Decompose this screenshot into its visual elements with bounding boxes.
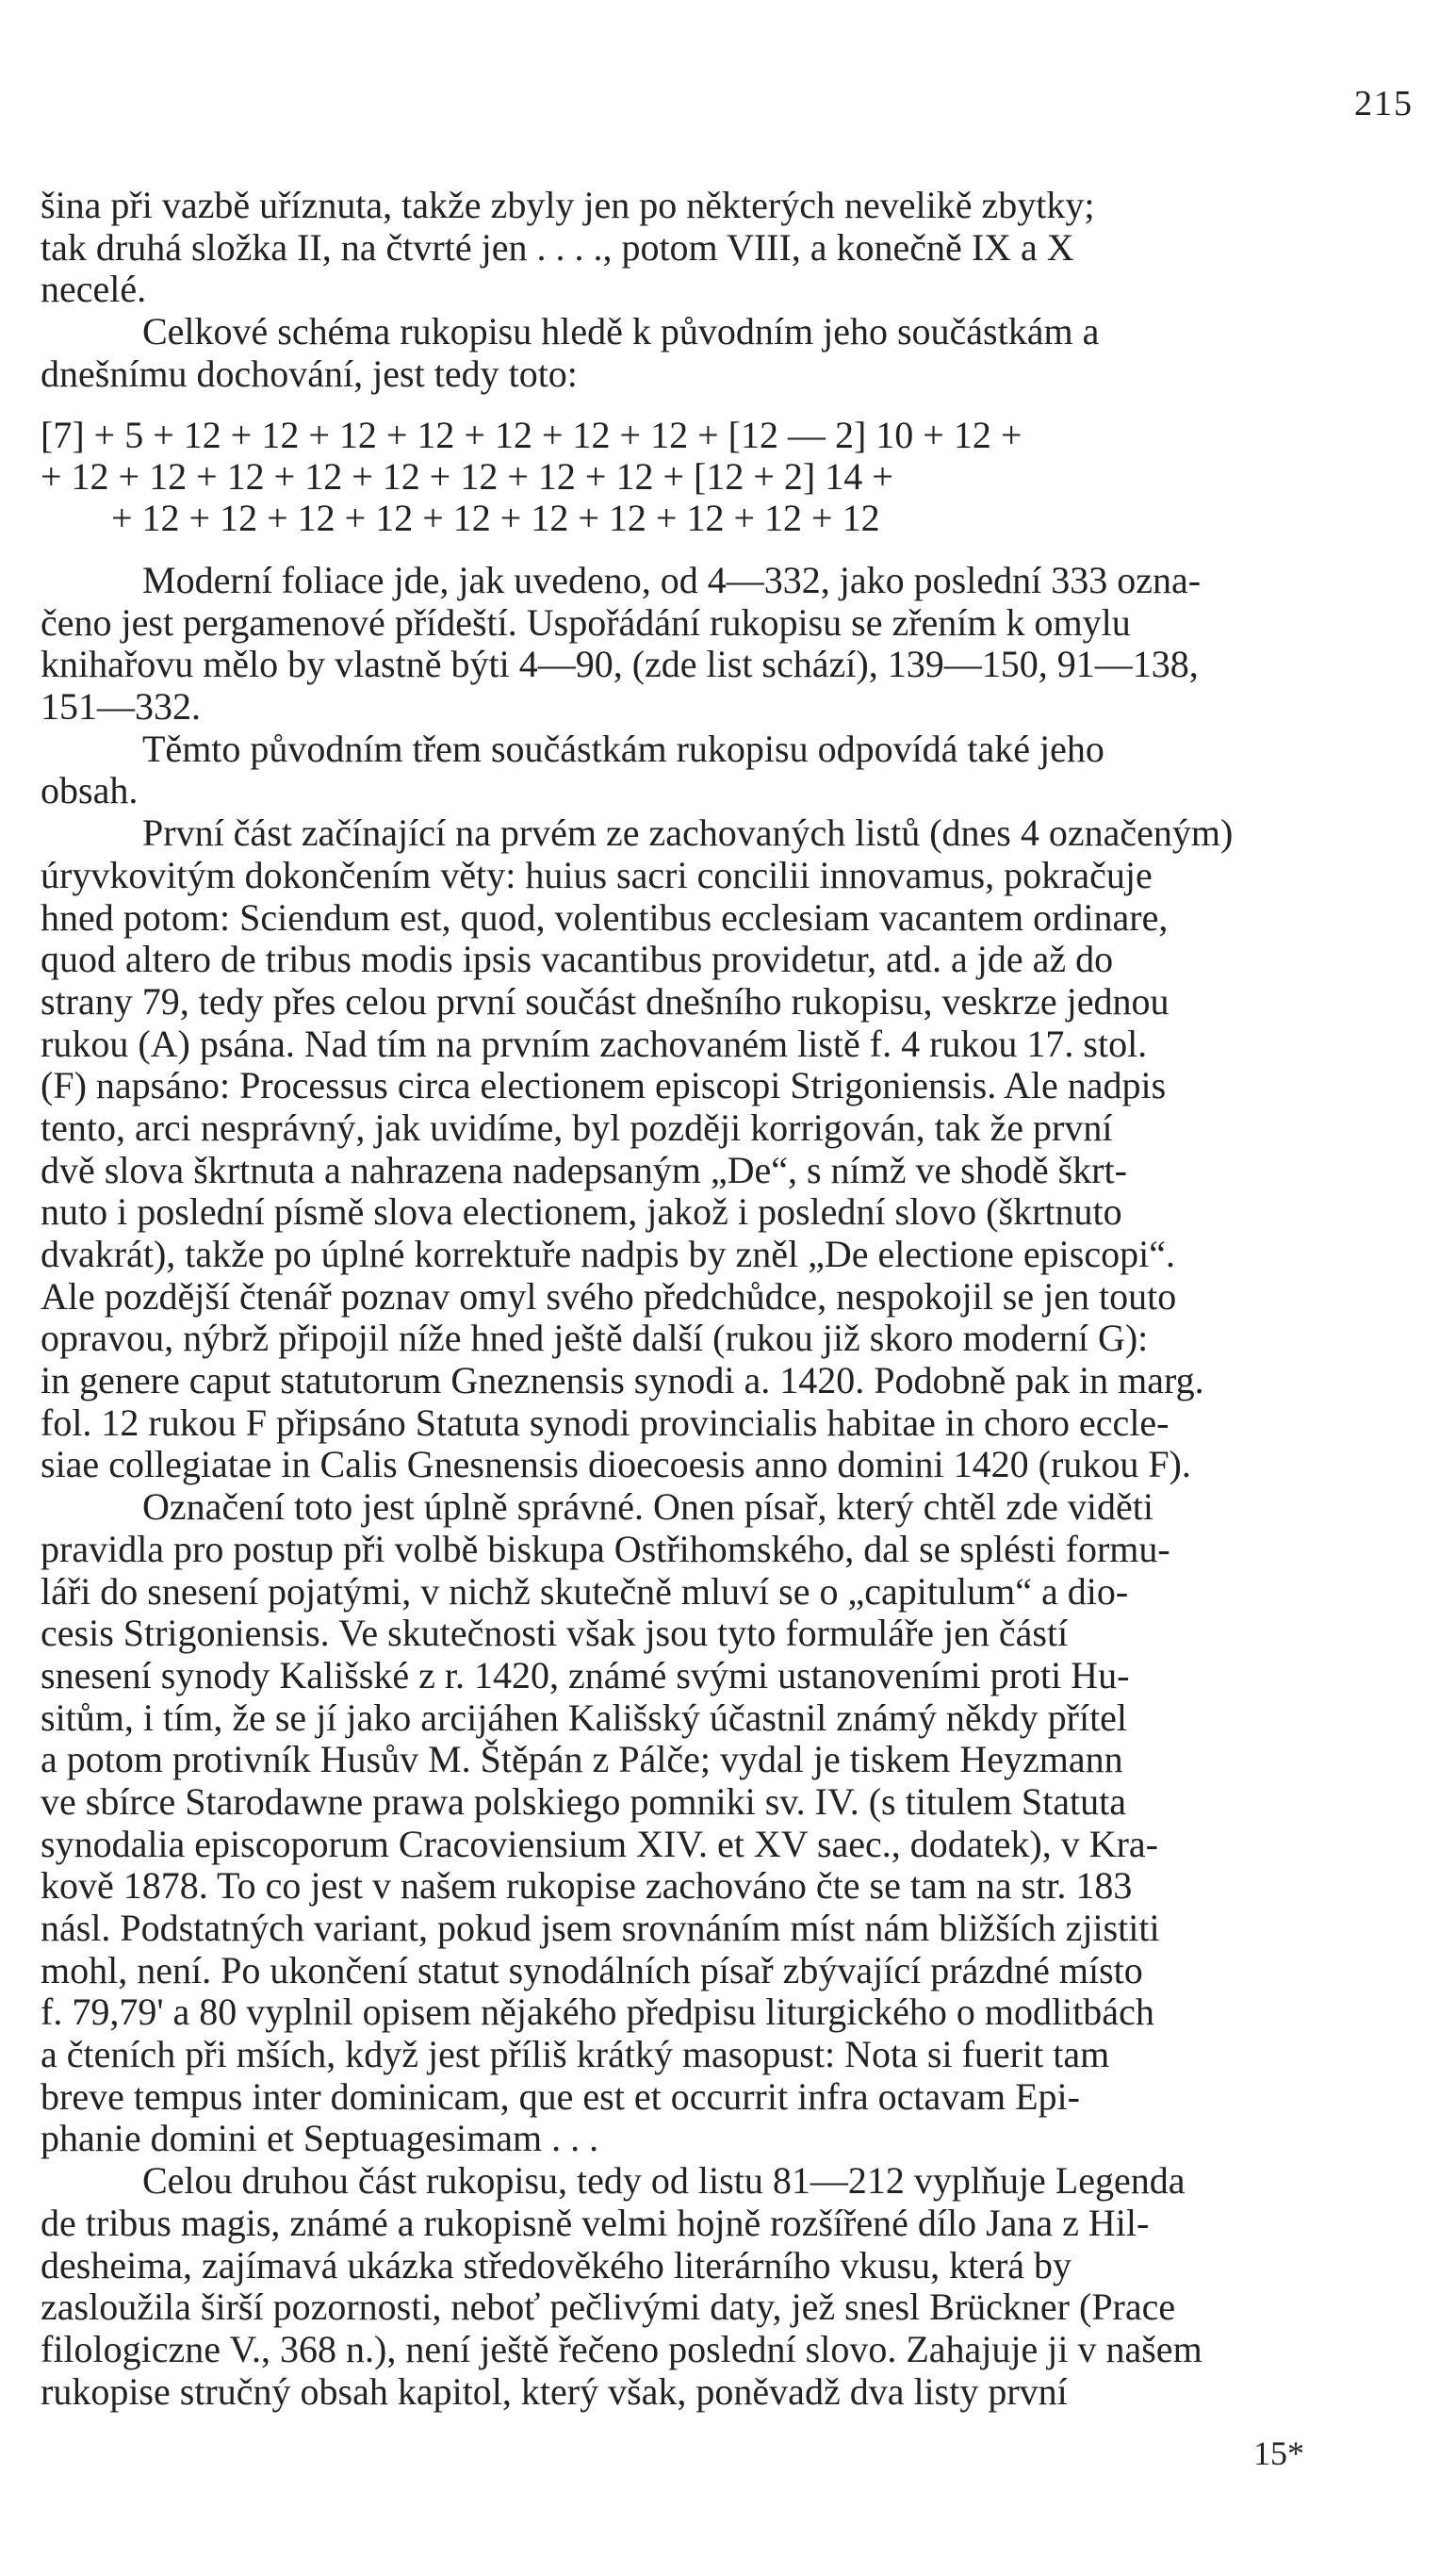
text-line: cesis Strigoniensis. Ve skutečnosti však jsou tyto formuláře jen částí bbox=[41, 1612, 1069, 1655]
text-line: necelé. bbox=[41, 268, 147, 311]
text-line: tak druhá složka II, na čtvrté jen . . . ., potom VIII, a konečně IX a X bbox=[41, 225, 1074, 269]
text-line: breve tempus inter dominicam, que est et occurrit infra octavam Epi- bbox=[41, 2074, 1080, 2118]
schema-line: + 12 + 12 + 12 + 12 + 12 + 12 + 12 + 12 + [12 + 2] 14 + bbox=[41, 455, 893, 498]
text-line: a čteních při mších, když jest příliš krátký masopust: Nota si fuerit tam bbox=[41, 2033, 1110, 2076]
text-line: hned potom: Sciendum est, quod, volentibus ecclesiam vacantem ordinare, bbox=[41, 895, 1169, 939]
text-line: in genere caput statutorum Gneznensis synodi a. 1420. Podobně pak in marg. bbox=[41, 1359, 1204, 1402]
text-line: sitům, i tím, že se jí jako arcijáhen Kališský účastnil známý někdy přítel bbox=[41, 1696, 1128, 1739]
text-line: f. 79,79' a 80 vyplnil opisem nějakého předpisu liturgického o modlitbách bbox=[41, 1991, 1154, 2034]
text-line: opravou, nýbrž připojil níže hned ještě další (rukou již skoro moderní G): bbox=[41, 1317, 1149, 1360]
text-line: phanie domini et Septuagesimam . . . bbox=[41, 2117, 599, 2160]
text-line: dnešnímu dochování, jest tedy toto: bbox=[41, 352, 578, 395]
text-line: fol. 12 rukou F připsáno Statuta synodi provincialis habitae in choro eccle- bbox=[41, 1401, 1170, 1444]
text-line: desheima, zajímavá ukázka středověkého literárního vkusu, která by bbox=[41, 2243, 1072, 2286]
text-line: synodalia episcoporum Cracoviensium XIV. et XV saec., dodatek), v Kra- bbox=[41, 1822, 1158, 1865]
text-line: de tribus magis, známé a rukopisně velmi hojně rozšířené dílo Jana z Hil- bbox=[41, 2201, 1150, 2244]
text-line: Označení toto jest úplně správné. Onen písař, který chtěl zde viděti bbox=[142, 1485, 1153, 1529]
text-line: mohl, není. Po ukončení statut synodálních písař zbývající prázdné místo bbox=[41, 1948, 1143, 1991]
text-line: snesení synody Kališské z r. 1420, známé svými ustanoveními proti Hu- bbox=[41, 1653, 1130, 1696]
text-line: rukopise stručný obsah kapitol, který však, poněvadž dva listy první bbox=[41, 2369, 1068, 2413]
text-line: siae collegiatae in Calis Gnesnensis dioecoesis anno domini 1420 (rukou F). bbox=[41, 1443, 1191, 1486]
text-line: dvě slova škrtnuta a nahrazena nadepsaným „De“, s nímž ve shodě škrt- bbox=[41, 1148, 1127, 1191]
text-line: strany 79, tedy přes celou první součást dnešního rukopisu, veskrze jednou bbox=[41, 979, 1170, 1023]
page-number: 215 bbox=[1354, 84, 1414, 123]
manuscript-schema bbox=[41, 415, 1414, 539]
text-line: zasloužila širší pozornosti, neboť pečlivými daty, jež snesl Brückner (Prace bbox=[41, 2286, 1176, 2329]
text-line: Celou druhou část rukopisu, tedy od listu 81—212 vyplňuje Legenda bbox=[142, 2159, 1186, 2203]
top-paragraph bbox=[41, 185, 1414, 395]
text-line: Celkové schéma rukopisu hledě k původním jeho součástkám a bbox=[142, 310, 1100, 353]
text-line: pravidla pro postup při volbě biskupa Ostřihomského, dal se splésti formu- bbox=[41, 1527, 1170, 1570]
text-line: obsah. bbox=[41, 769, 139, 812]
printer-signature: 15* bbox=[1253, 2434, 1304, 2472]
text-line: quod altero de tribus modis ipsis vacantibus providetur, atd. a jde až do bbox=[41, 938, 1114, 981]
text-line: nuto i poslední písmě slova electionem, jakož i poslední slovo (škrtnuto bbox=[41, 1190, 1122, 1234]
text-line: Ale pozdější čtenář poznav omyl svého předchůdce, nespokojil se jen touto bbox=[41, 1274, 1177, 1318]
text-line: filologiczne V., 368 n.), není ještě řečeno poslední slovo. Zahajuje ji v našem bbox=[41, 2327, 1202, 2370]
text-line: knihařovu mělo by vlastně býti 4—90, (zde list schází), 139—150, 91—138, bbox=[41, 643, 1199, 686]
text-line: První část začínající na prvém ze zachovaných listů (dnes 4 označeným) bbox=[142, 811, 1234, 855]
schema-line: + 12 + 12 + 12 + 12 + 12 + 12 + 12 + 12 + 12 + 12 bbox=[111, 497, 880, 539]
text-line: láři do snesení pojatými, v nichž skutečně mluví se o „capitulum“ a dio- bbox=[41, 1569, 1129, 1613]
text-line: kově 1878. To co jest v našem rukopise zachováno čte se tam na str. 183 bbox=[41, 1864, 1133, 1908]
text-line: dvakrát), takže po úplné korrektuře nadpis by zněl „De electione episcopi“. bbox=[41, 1233, 1175, 1275]
body-text bbox=[41, 560, 1414, 2413]
text-line: čeno jest pergamenové přídeští. Uspořádání rukopisu se zřením k omylu bbox=[41, 600, 1131, 644]
text-line: ve sbírce Starodawne prawa polskiego pomniki sv. IV. (s titulem Statuta bbox=[41, 1779, 1127, 1823]
text-line: rukou (A) psána. Nad tím na prvním zachovaném listě f. 4 rukou 17. stol. bbox=[41, 1022, 1148, 1065]
text-line: násl. Podstatných variant, pokud jsem srovnáním míst nám bližších zjistiti bbox=[41, 1907, 1160, 1949]
text-line: šina při vazbě uříznuta, takže zbyly jen po některých nevelikě zbytky; bbox=[41, 184, 1095, 226]
schema-line: [7] + 5 + 12 + 12 + 12 + 12 + 12 + 12 + 12 + [12 — 2] 10 + 12 + bbox=[41, 414, 1022, 456]
text-line: Moderní foliace jde, jak uvedeno, od 4—332, jako poslední 333 ozna- bbox=[142, 559, 1202, 601]
text-line: úryvkovitým dokončením věty: huius sacri concilii innovamus, pokračuje bbox=[41, 853, 1153, 896]
text-line: 151—332. bbox=[41, 685, 201, 729]
text-line: tento, arci nesprávný, jak uvidíme, byl později korrigován, tak že první bbox=[41, 1106, 1113, 1149]
text-line: Těmto původním třem součástkám rukopisu odpovídá také jeho bbox=[142, 727, 1104, 770]
text-line: a potom protivník Husův M. Štěpán z Pálče; vydal je tiskem Heyzmann bbox=[41, 1738, 1123, 1781]
text-line: (F) napsáno: Processus circa electionem episcopi Strigoniensis. Ale nadpis bbox=[41, 1064, 1167, 1107]
